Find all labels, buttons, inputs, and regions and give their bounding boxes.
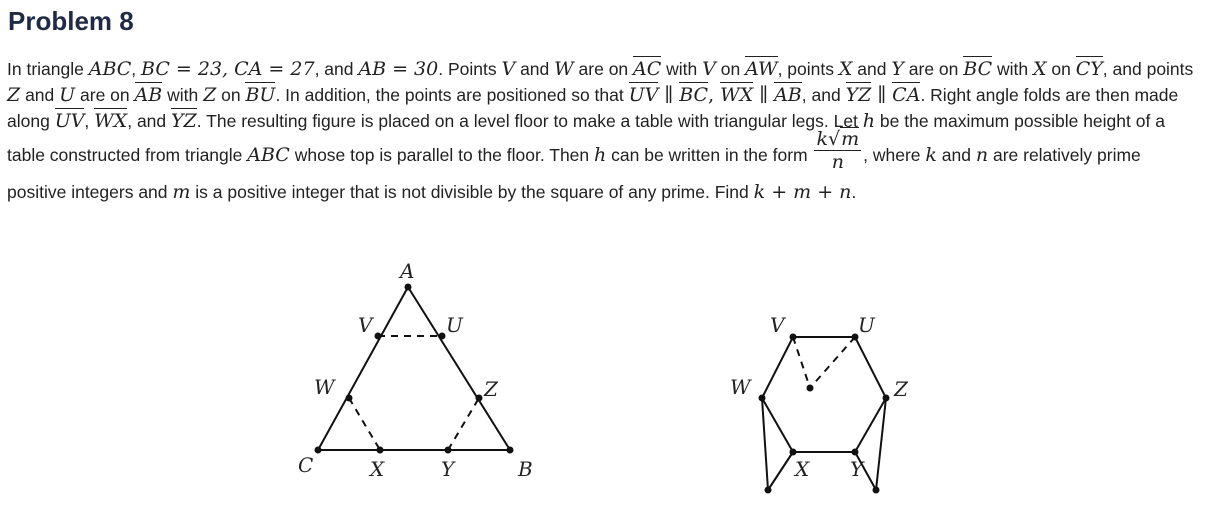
table-label-u: U [858, 313, 875, 337]
table-point-z [883, 395, 890, 402]
leg-edge [768, 452, 793, 490]
triangle-figure [318, 287, 510, 450]
table-point-apex [807, 385, 814, 392]
triangle-outline [318, 287, 510, 450]
label-w: W [314, 375, 335, 399]
problem-statement: In triangle ABC, BC = 23, CA = 27, and AB = 30. Points V and W are on AC with V on AW, points X and Y are on BC with X on CY, and points Z and U are on AB with Z on BU. In addition, the points are positioned so that UV ∥ BC, WX ∥ AB, and YZ ∥ CA. Right angle folds are then made along UV, WX, and YZ. The resulting figure is placed on a level floor to make a table with triangular legs. Let h be the maximum possible height of a table constructed from triangle ABC whose top is parallel to the floor. Then h can be written in the form $\frac{k√m}{n}$ , where k and n are relatively prime positive integers and m is a positive integer that is not divisible by the square of any prime. Find k + m + n. [7, 58, 1194, 203]
table-point-v [790, 334, 797, 341]
point-x [377, 447, 384, 454]
problem-title: Problem 8 [8, 6, 134, 36]
table-top-hexagon [762, 337, 886, 452]
fold-leg-u [810, 337, 855, 388]
table-label-v: V [770, 313, 785, 337]
point-u [439, 333, 446, 340]
label-b: B [518, 457, 533, 481]
table-labels [730, 313, 909, 481]
table-points [759, 334, 890, 494]
label-y: Y [441, 457, 455, 481]
point-y [445, 447, 452, 454]
label-z: Z [484, 377, 498, 401]
fold-leg-v [793, 337, 810, 388]
point-b [507, 447, 514, 454]
table-figure [762, 337, 886, 490]
label-u: U [446, 313, 463, 337]
table-label-w: W [730, 375, 751, 399]
point-v [375, 333, 382, 340]
table-label-y: Y [850, 457, 864, 481]
table-point-x [790, 449, 797, 456]
table-point-foot-right [873, 487, 880, 494]
point-z [476, 395, 483, 402]
table-point-foot-left [765, 487, 772, 494]
point-a [405, 284, 412, 291]
point-c [315, 447, 322, 454]
label-c: C [298, 453, 314, 477]
table-label-x: X [795, 457, 810, 481]
table-label-z: Z [894, 377, 908, 401]
label-v: V [358, 313, 373, 337]
label-x: X [370, 457, 385, 481]
fold-line-wx [349, 398, 380, 450]
label-a: A [400, 259, 415, 283]
fraction-k-sqrt-m-over-n: $\frac{k√m}{n}$ [816, 128, 860, 173]
triangle-labels [298, 259, 533, 481]
point-w [346, 395, 353, 402]
table-point-y [852, 449, 859, 456]
triangle-points [315, 284, 514, 454]
fold-line-yz [448, 398, 479, 450]
table-point-w [759, 395, 766, 402]
